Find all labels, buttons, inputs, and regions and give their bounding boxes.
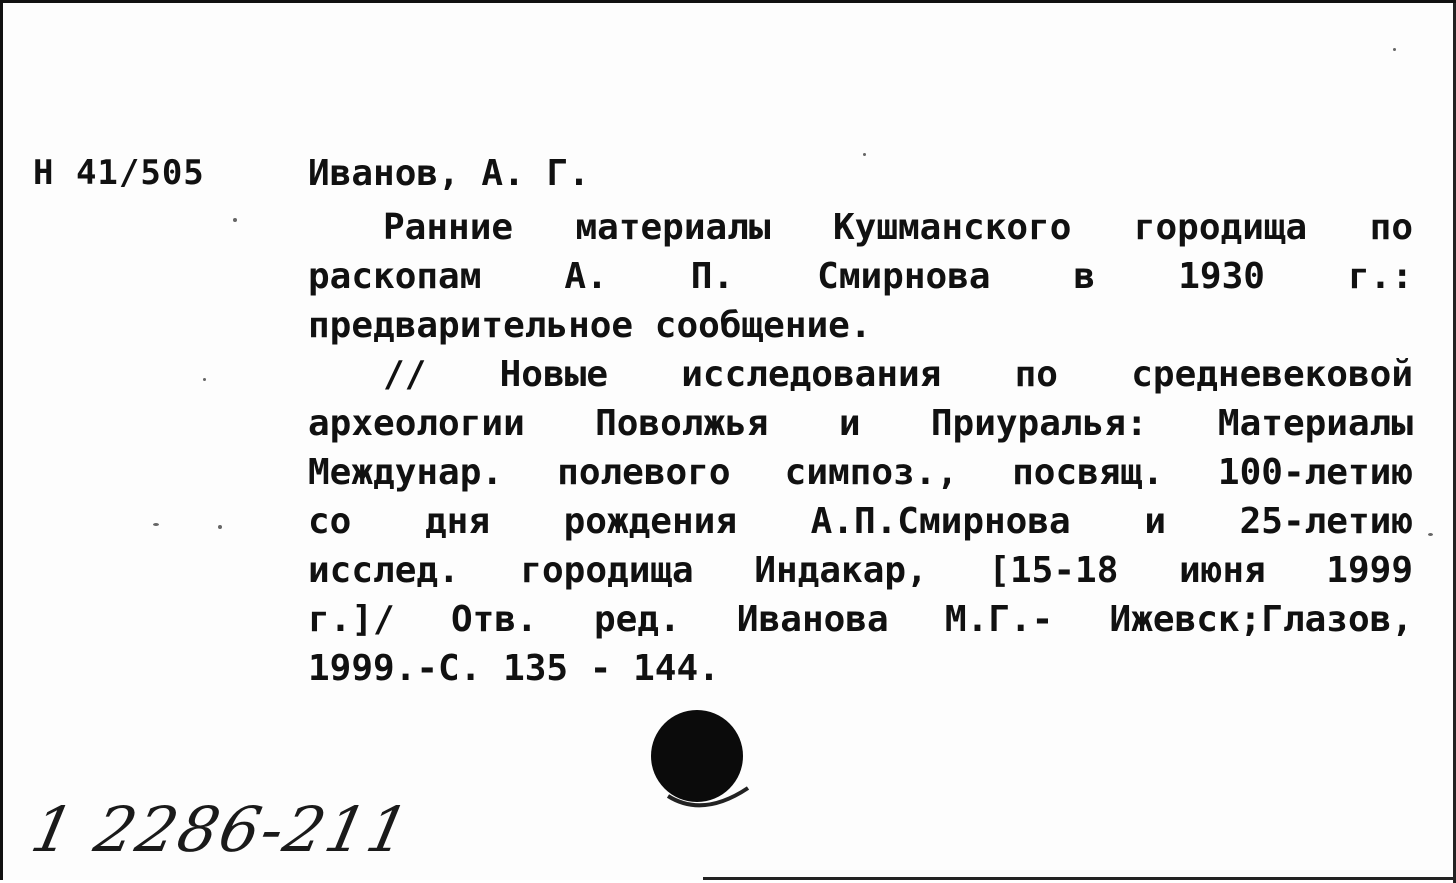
scan-speck — [863, 153, 866, 156]
scan-speck — [1428, 533, 1433, 536]
author-heading: Иванов, А. Г. — [308, 153, 590, 194]
bibliographic-description — [308, 203, 1413, 693]
description-line: г.]/ Отв. ред. Иванова М.Г.- Ижевск;Глазов, — [308, 599, 1413, 640]
description-line: предварительное сообщение. — [308, 305, 872, 346]
scan-speck — [233, 218, 237, 222]
scan-speck — [1393, 48, 1396, 51]
description-line: исслед. городища Индакар, [15-18 июня 1999 — [308, 550, 1413, 591]
description-line: археологии Поволжья и Приуралья: Материалы — [308, 403, 1413, 444]
handwritten-inventory-number: 1 2286-211 — [25, 793, 417, 866]
shelfmark: Н 41/505 — [33, 153, 205, 193]
scan-speck — [153, 523, 159, 526]
scan-speck — [203, 378, 206, 381]
description-line: Междунар. полевого симпоз., посвящ. 100-летию — [308, 452, 1413, 493]
scan-speck — [218, 525, 222, 529]
description-line: // Новые исследования по средневековой — [383, 354, 1413, 395]
description-line: раскопам А. П. Смирнова в 1930 г.: — [308, 256, 1413, 297]
description-line: со дня рождения А.П.Смирнова и 25-летию — [308, 501, 1413, 542]
punch-hole-shadow — [663, 778, 753, 818]
description-line: Ранние материалы Кушманского городища по — [383, 207, 1413, 248]
description-line: 1999.-С. 135 - 144. — [308, 648, 720, 689]
